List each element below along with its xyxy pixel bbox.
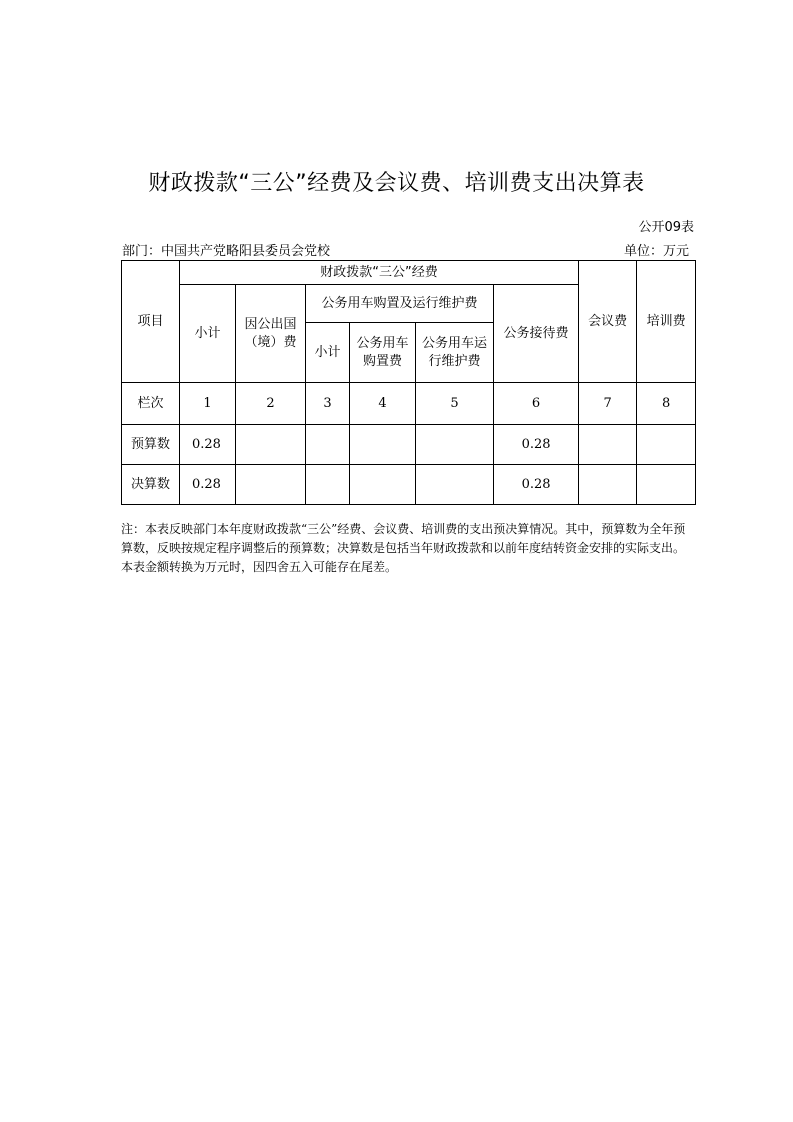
column-number: 1: [180, 383, 236, 425]
table-cell: 0.28: [494, 425, 579, 465]
table-cell: [236, 425, 306, 465]
column-number: 4: [350, 383, 416, 425]
header-training-fee: 培训费: [637, 261, 696, 383]
column-number: 5: [416, 383, 494, 425]
header-vehicle-maint-line1: 公务用车运: [421, 335, 487, 351]
table-row-budget: [122, 425, 696, 465]
header-subtotal: 小计: [180, 285, 236, 383]
header-vehicle-subtotal: 小计: [306, 323, 350, 383]
unit-label: 单位：万元: [623, 244, 689, 259]
table-cell: [637, 425, 696, 465]
row-index-label: 栏次: [122, 383, 180, 425]
column-number: 7: [579, 383, 637, 425]
column-number: 8: [637, 383, 696, 425]
table-cell: 0.28: [494, 465, 579, 505]
header-reception-fee: 公务接待费: [494, 285, 579, 383]
table-cell: 0.28: [180, 425, 236, 465]
header-vehicle-maintenance: [416, 323, 494, 383]
table-cell: [350, 425, 416, 465]
header-abroad-fee: [236, 285, 306, 383]
row-label-budget: 预算数: [122, 425, 180, 465]
table-cell: [637, 465, 696, 505]
header-abroad-line2: （境）费: [244, 334, 297, 350]
header-meeting-fee: 会议费: [579, 261, 637, 383]
header-abroad-line1: 因公出国: [244, 316, 297, 332]
table-cell: [306, 465, 350, 505]
page-title: 财政拨款“三公”经费及会议费、培训费支出决算表: [148, 171, 645, 196]
header-item: 项目: [122, 261, 180, 383]
column-number: 2: [236, 383, 306, 425]
form-number: 公开09表: [638, 220, 694, 235]
table-row-final: [122, 465, 696, 505]
header-vehicle-maint-line2: 行维护费: [428, 353, 481, 369]
header-vehicle-purchase-line1: 公务用车: [356, 335, 409, 351]
row-label-final: 决算数: [122, 465, 180, 505]
table-cell: [579, 425, 637, 465]
table-cell: [579, 465, 637, 505]
column-number: 3: [306, 383, 350, 425]
expenditure-table: [121, 260, 696, 505]
header-three-public-group: 财政拨款“三公”经费: [180, 261, 579, 285]
table-cell: 0.28: [180, 465, 236, 505]
table-cell: [416, 465, 494, 505]
header-vehicle-purchase-line2: 购置费: [362, 353, 402, 369]
column-number: 6: [494, 383, 579, 425]
table-cell: [306, 425, 350, 465]
header-vehicle-purchase: [350, 323, 416, 383]
header-vehicle-group: 公务用车购置及运行维护费: [306, 285, 494, 323]
department-label: 部门：中国共产党略阳县委员会党校: [122, 244, 331, 259]
table-cell: [416, 425, 494, 465]
table-cell: [350, 465, 416, 505]
footnote: 注：本表反映部门本年度财政拨款“三公”经费、会议费、培训费的支出预决算情况。其中，预算数为全年预算数，反映按规定程序调整后的预算数；决算数是包括当年财政拨款和以前年度结转资金安排的实际支出。本表金额转换为万元时，因四舍五入可能存在尾差。: [121, 522, 686, 574]
table-cell: [236, 465, 306, 505]
